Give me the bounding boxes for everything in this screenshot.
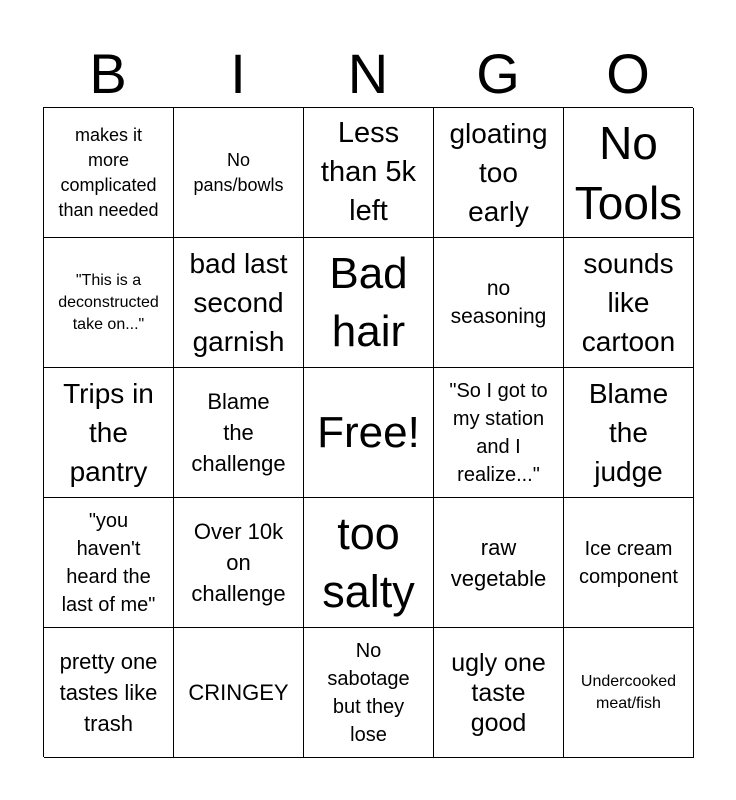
- bingo-cell[interactable]: [304, 238, 434, 368]
- cell-text: Blame the judge: [588, 378, 669, 487]
- bingo-cell[interactable]: [304, 498, 434, 628]
- bingo-cell[interactable]: [434, 108, 564, 238]
- header-letter-b: B: [89, 42, 127, 105]
- bingo-cell[interactable]: [44, 108, 174, 238]
- bingo-cell[interactable]: [564, 498, 694, 628]
- cell-text: sounds like cartoon: [581, 248, 676, 357]
- bingo-cell[interactable]: [44, 628, 174, 758]
- bingo-cell[interactable]: [174, 108, 304, 238]
- cell-text: Less than 5k left: [320, 117, 417, 227]
- bingo-cell[interactable]: [564, 238, 694, 368]
- cell-text: Ice cream component: [579, 537, 678, 588]
- bingo-cell[interactable]: [44, 498, 174, 628]
- bingo-cell[interactable]: [174, 498, 304, 628]
- bingo-cell[interactable]: [174, 368, 304, 498]
- header-letter-n: N: [347, 42, 389, 105]
- cell-text: No pans/bowls: [193, 149, 284, 195]
- cell-text: CRINGEY: [188, 680, 289, 705]
- cell-text: too salty: [322, 507, 415, 617]
- cell-text: no seasoning: [450, 276, 547, 328]
- bingo-cell[interactable]: [434, 238, 564, 368]
- bingo-cell[interactable]: [304, 108, 434, 238]
- cell-text: raw vegetable: [450, 534, 547, 591]
- bingo-cell[interactable]: [44, 368, 174, 498]
- cell-text: Blame the challenge: [191, 389, 286, 476]
- bingo-cell[interactable]: [434, 498, 564, 628]
- cell-text: "This is a deconstructed take on...": [58, 271, 159, 333]
- bingo-cell[interactable]: [44, 238, 174, 368]
- cell-text: No Tools: [574, 116, 683, 229]
- cell-text: ugly one taste good: [451, 648, 546, 737]
- bingo-cell[interactable]: [564, 108, 694, 238]
- cell-text: Bad hair: [329, 248, 408, 356]
- cell-text: bad last second garnish: [189, 248, 288, 357]
- bingo-cell[interactable]: [304, 628, 434, 758]
- cell-text: pretty one tastes like trash: [59, 649, 158, 736]
- bingo-cell[interactable]: [174, 628, 304, 758]
- cell-text: "So I got to my station and I realize...": [449, 379, 548, 486]
- cell-text: "you haven't heard the last of me": [61, 509, 156, 616]
- bingo-header: [43, 40, 693, 108]
- header-letter-g: G: [476, 42, 520, 105]
- header-letter-i: I: [230, 42, 246, 105]
- bingo-cell[interactable]: [434, 368, 564, 498]
- cell-text: Trips in the pantry: [63, 378, 154, 487]
- free-space-label: Free!: [317, 407, 420, 457]
- cell-text: No sabotage but they lose: [327, 639, 410, 746]
- bingo-cell[interactable]: [564, 368, 694, 498]
- cell-text: gloating too early: [449, 118, 548, 227]
- bingo-cell[interactable]: [174, 238, 304, 368]
- cell-text: Over 10k on challenge: [191, 519, 286, 606]
- free-space-cell[interactable]: [304, 368, 434, 498]
- bingo-cell[interactable]: [564, 628, 694, 758]
- bingo-cell[interactable]: [434, 628, 564, 758]
- cell-text: makes it more complicated than needed: [58, 124, 159, 220]
- bingo-board: [43, 107, 693, 757]
- header-letter-o: O: [606, 42, 650, 105]
- cell-text: Undercooked meat/fish: [580, 672, 677, 712]
